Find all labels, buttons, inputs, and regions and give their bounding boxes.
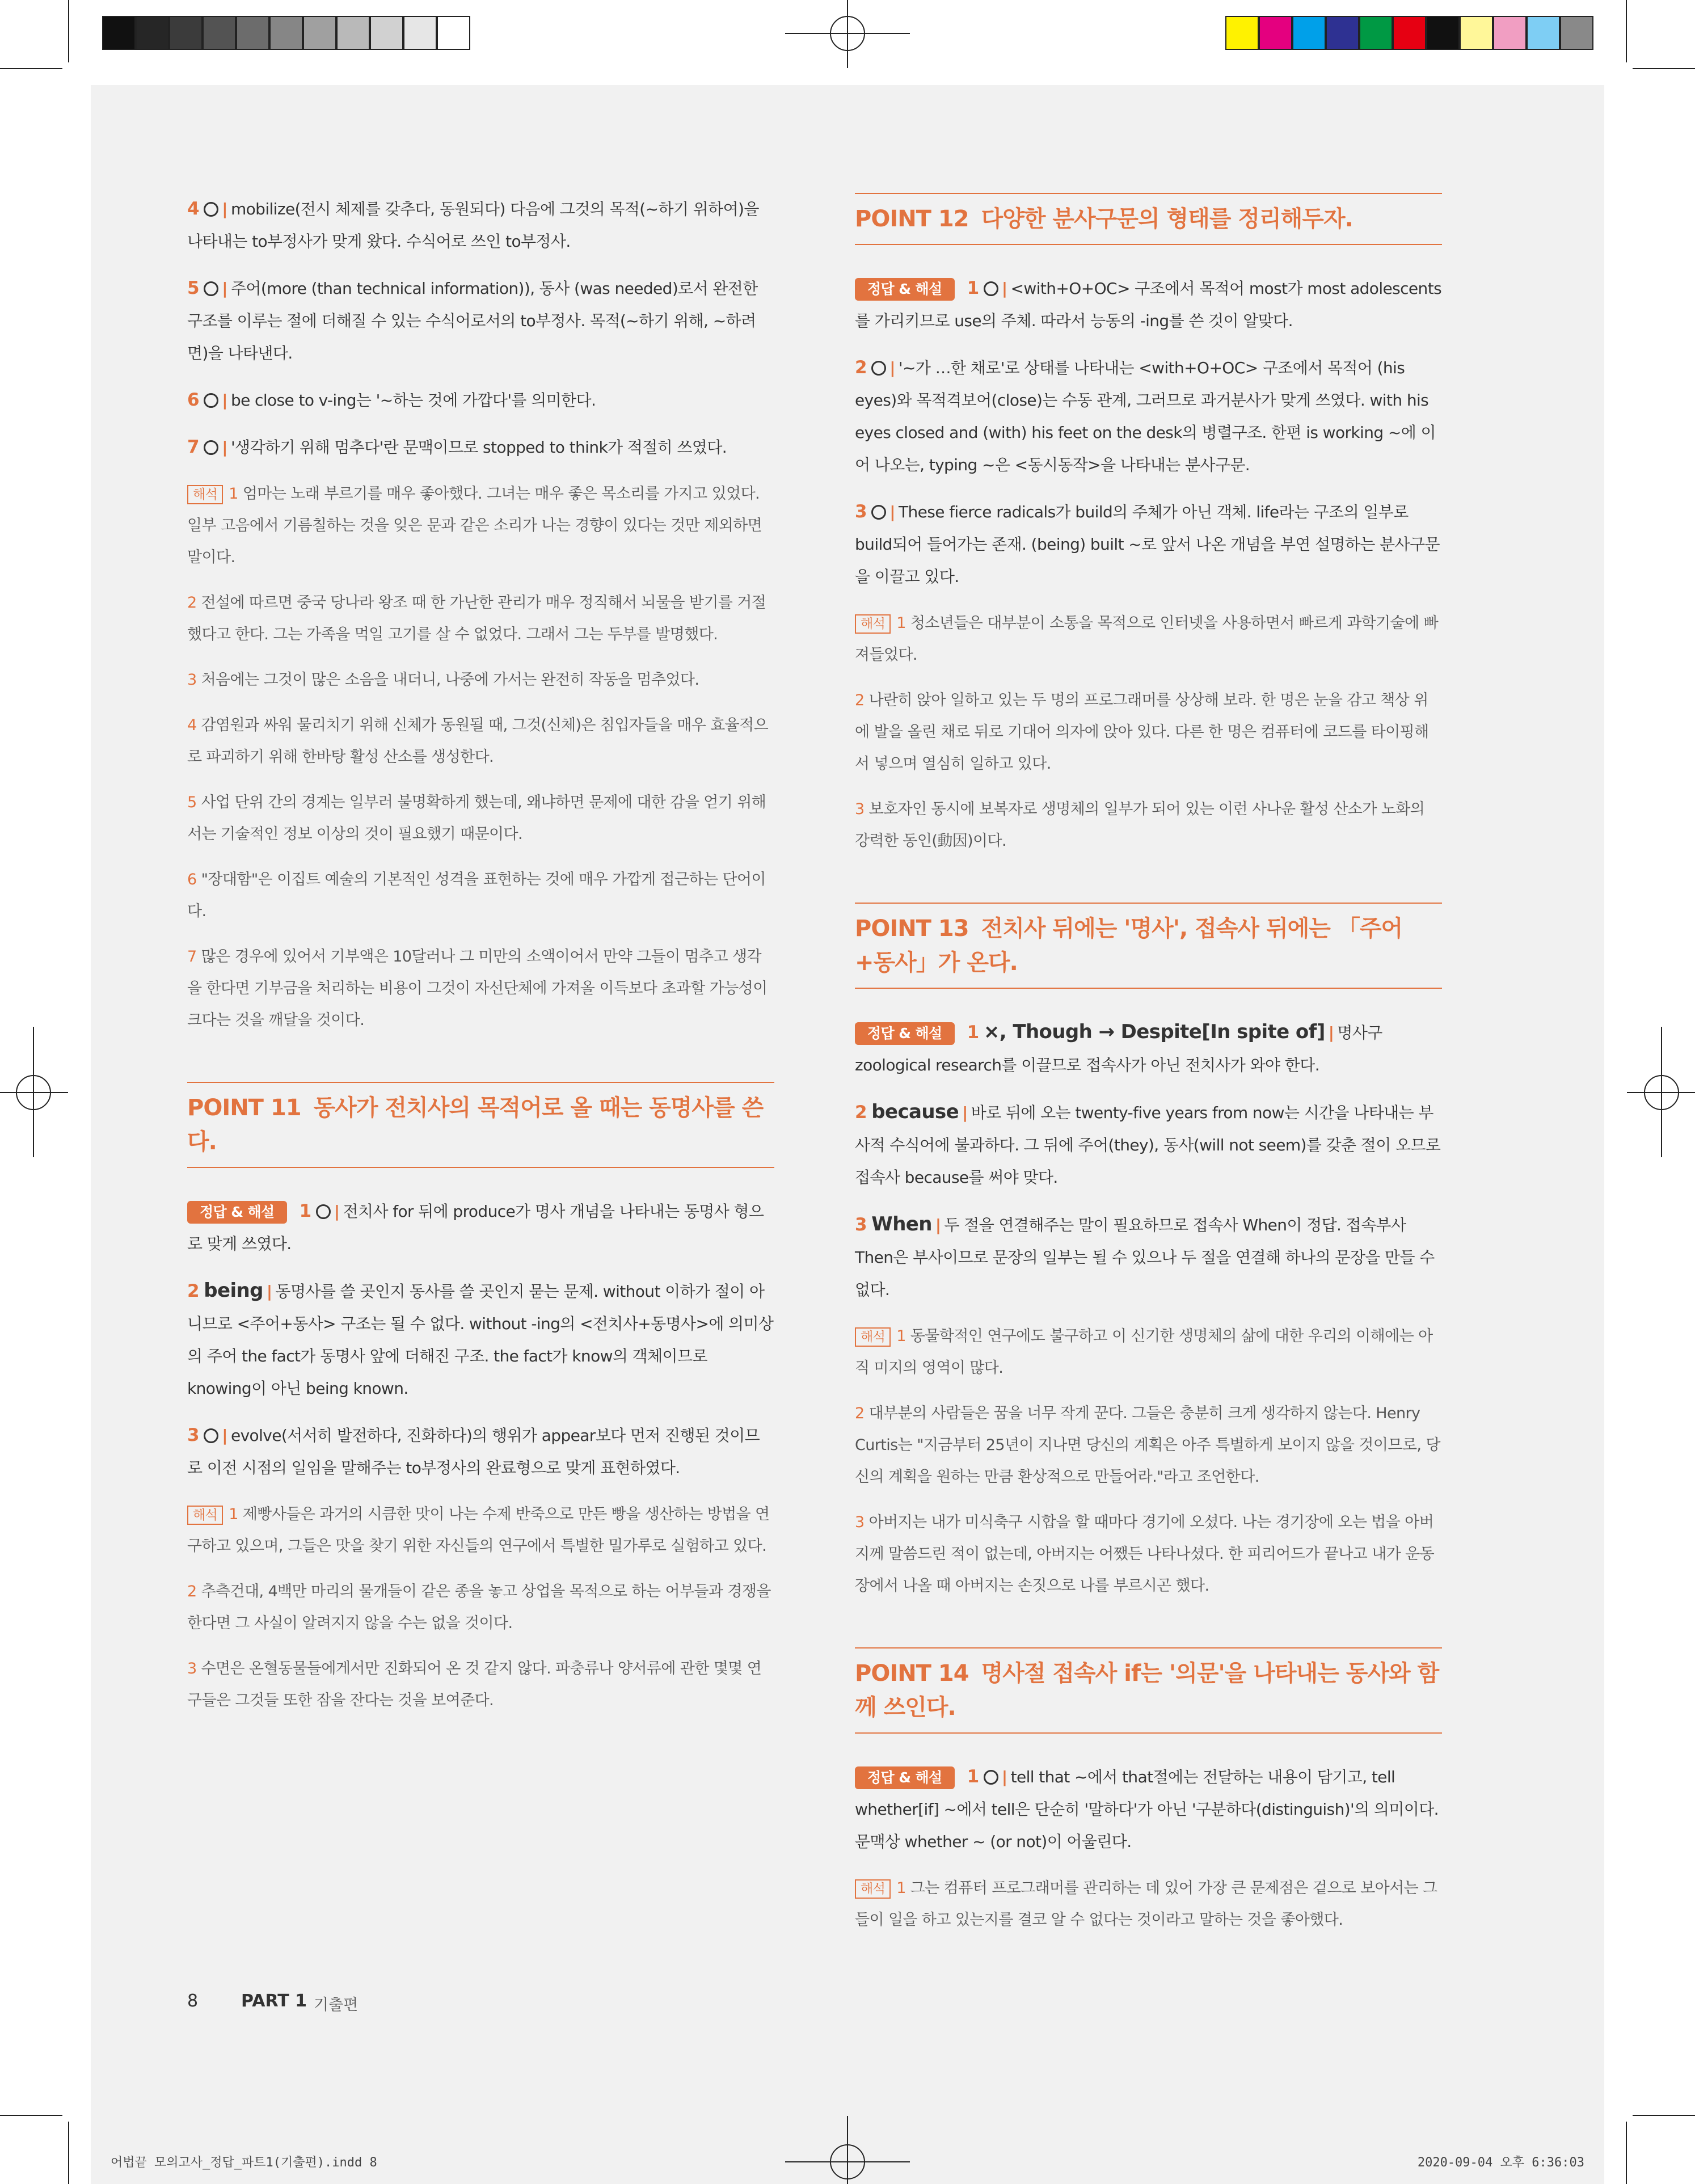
translation-item: 해석 1 제빵사들은 과거의 시큼한 맛이 나는 수제 반죽으로 만든 빵을 생산하는 방법을 연구하고 있으며, 그들은 맛을 찾기 위한 자신들의 연구에서 특별한 밀가루로 실험하고 있다. — [187, 1506, 770, 1555]
translation-item: 5 사업 단위 간의 경계는 일부러 불명확하게 했는데, 왜냐하면 문제에 대한 감을 얻기 위해서는 기술적인 정보 이상의 것이 필요했기 때문이다. — [187, 794, 766, 843]
translation-item: 2 추측건대, 4백만 마리의 물개들이 같은 종을 놓고 상업을 목적으로 하는 어부들과 경쟁을 한다면 그 사실이 알려지지 않을 수는 없을 것이다. — [187, 1583, 771, 1632]
answer-item: 3 | These fierce radicals가 build의 주체가 아닌 객체. life라는 구조의 일부로 build되어 들어가는 존재. (being) built ~로 앞서 나온 개념을 부연 설명하는 분사구문을 이끌고 있다. — [855, 501, 1440, 586]
translation-item: 해석 1 동물학적인 연구에도 불구하고 이 신기한 생명체의 삶에 대한 우리의 이해에는 아직 미지의 영역이 많다. — [855, 1327, 1433, 1377]
answer-item: 7 | '생각하기 위해 멈추다'란 문맥이므로 stopped to think가 적절히 쓰였다. — [187, 437, 727, 457]
translation-label: 해석 — [187, 485, 223, 504]
circle-mark-icon — [204, 281, 218, 296]
translation-item: 2 전설에 따르면 중국 당나라 왕조 때 한 가난한 관리가 매우 정직해서 뇌물을 받기를 거절했다고 한다. 그는 가족을 먹일 고기를 살 수 없었다. 그래서 그는 두부를 발명했다. — [187, 594, 766, 643]
slug-date: 2020-09-04 오후 6:36:03 — [1417, 2156, 1584, 2170]
translation-label: 해석 — [187, 1506, 223, 1525]
answer-item: 정답 & 해설 1 ×, Though → Despite[In spite of] | 명사구 zoological research를 이끌므로 접속사가 아닌 전치사가 와야 한다. — [855, 1021, 1382, 1074]
slug-filename: 어법끝 모의고사_정답_파트1(기출편).indd 8 — [111, 2156, 377, 2170]
answer-badge: 정답 & 해설 — [855, 1766, 955, 1789]
translation-item: 해석 1 청소년들은 대부분이 소통을 목적으로 인터넷을 사용하면서 빠르게 과학기술에 빠져들었다. — [855, 614, 1439, 664]
answer-badge: 정답 & 해설 — [187, 1201, 287, 1224]
answer-item: 2 being | 동명사를 쓸 곳인지 동사를 쓸 곳인지 묻는 문제. without 이하가 절이 아니므로 <주어+동사> 구조는 될 수 없다. without -ing의 <전치사+동명사>에 의미상의 주어 the fact가 동명사 앞에 더해진 구조. the fact가 know의 객체이므로 knowing이 아닌 being known. — [187, 1279, 774, 1398]
answer-item: 정답 & 해설 1 | <with+O+OC> 구조에서 목적어 most가 most adolescents를 가리키므로 use의 주체. 따라서 능동의 -ing를 쓴 것이 알맞다. — [855, 278, 1442, 330]
answer-item: 4 | mobilize(전시 체제를 갖추다, 동원되다) 다음에 그것의 목적(~하기 위하여)을 나타내는 to부정사가 맞게 왔다. 수식어로 쓰인 to부정사. — [187, 199, 759, 251]
circle-mark-icon — [871, 505, 886, 520]
answer-item: 3 When | 두 절을 연결해주는 말이 필요하므로 접속사 When이 정답. 접속부사 Then은 부사이므로 문장의 일부는 될 수 있으나 두 절을 연결해 하나의 문장을 만들 수 없다. — [855, 1213, 1435, 1299]
answer-item: 정답 & 해설 1 | tell that ~에서 that절에는 전달하는 내용이 담기고, tell whether[if] ~에서 tell은 단순히 '말하다'가 아닌 '구분하다(distinguish)'의 의미이다. 문맥상 whether ~ (or not)이 어울린다. — [855, 1766, 1439, 1851]
circle-mark-icon — [984, 1770, 998, 1785]
circle-mark-icon — [204, 393, 218, 408]
answer-badge: 정답 & 해설 — [855, 278, 955, 301]
answer-item: 3 | evolve(서서히 발전하다, 진화하다)의 행위가 appear보다 먼저 진행된 것이므로 이전 시점의 일임을 말해주는 to부정사의 완료형으로 맞게 표현하였다. — [187, 1425, 760, 1477]
translation-item: 4 감염원과 싸워 물리치기 위해 신체가 동원될 때, 그것(신체)은 침입자들을 매우 효율적으로 파괴하기 위해 한바탕 활성 산소를 생성한다. — [187, 716, 769, 766]
chapter-label: 기출편 — [314, 1996, 359, 2014]
answer-item: 5 | 주어(more (than technical information)), 동사 (was needed)로서 완전한 구조를 이루는 절에 더해질 수 있는 수식어로서의 to부정사. 목적(~하기 위해, ~하려면)을 나타낸다. — [187, 278, 758, 362]
part-label: PART 1 — [241, 1991, 307, 2011]
answer-item: 2 because | 바로 뒤에 오는 twenty-five years from now는 시간을 나타내는 부사적 수식어에 불과하다. 그 뒤에 주어(they), 동사(will not seem)를 갖춘 절이 오므로 접속사 because를 써야 맞다. — [855, 1101, 1441, 1187]
translation-item: 해석 1 그는 컴퓨터 프로그래머를 관리하는 데 있어 가장 큰 문제점은 겉으로 보아서는 그들이 일을 하고 있는지를 결코 알 수 없다는 것이라고 말하는 것을 좋아했다. — [855, 1879, 1437, 1929]
circle-mark-icon — [204, 1428, 218, 1443]
page-number: 8 — [187, 1991, 199, 2011]
circle-mark-icon — [204, 202, 218, 217]
circle-mark-icon — [204, 440, 218, 455]
translation-label: 해석 — [855, 1879, 891, 1899]
answer-item: 정답 & 해설 1 | 전치사 for 뒤에 produce가 명사 개념을 나타내는 동명사 형으로 맞게 쓰였다. — [187, 1201, 764, 1253]
point-14-heading: POINT 14 명사절 접속사 if는 '의문'을 나타내는 동사와 함께 쓰인다. — [855, 1647, 1442, 1734]
translation-item: 3 처음에는 그것이 많은 소음을 내더니, 나중에 가서는 완전히 작동을 멈추었다. — [187, 671, 699, 689]
answer-item: 2 | '~가 …한 채로'로 상태를 나타내는 <with+O+OC> 구조에서 목적어 (his eyes)와 목적격보어(close)는 수동 관계, 그러므로 과거분사가 맞게 쓰였다. with his eyes closed and (with) his feet on the desk의 병렬구조. 한편 is working ~에 이어 나오는, typing ~은 <동시동작>을 나타내는 분사구문. — [855, 357, 1436, 474]
answer-item: 6 | be close to v-ing는 '~하는 것에 가깝다'를 의미한다. — [187, 390, 596, 410]
point-11-heading: POINT 11 동사가 전치사의 목적어로 올 때는 동명사를 쓴다. — [187, 1082, 774, 1168]
left-column — [187, 193, 774, 1730]
translation-item: 해석 1 엄마는 노래 부르기를 매우 좋아했다. 그녀는 매우 좋은 목소리를 가지고 있었다. 일부 고음에서 기름칠하는 것을 잊은 문과 같은 소리가 나는 경향이 있다는 것만 제외하면 말이다. — [187, 485, 762, 566]
right-column — [855, 193, 1442, 1950]
translation-item: 2 대부분의 사람들은 꿈을 너무 작게 꾼다. 그들은 충분히 크게 생각하지 않는다. Henry Curtis는 "지금부터 25년이 지나면 당신의 계획은 아주 특별하게 보이지 않을 것이므로, 당신의 계획을 원하는 만큼 환상적으로 만들어라."라고 조언한다. — [855, 1405, 1440, 1486]
translation-item: 7 많은 경우에 있어서 기부액은 10달러나 그 미만의 소액이어서 만약 그들이 멈추고 생각을 한다면 기부금을 처리하는 비용이 그것이 자선단체에 가져올 이득보다 초과할 가능성이 크다는 것을 깨달을 것이다. — [187, 948, 768, 1029]
circle-mark-icon — [871, 361, 886, 376]
circle-mark-icon — [984, 281, 998, 296]
translation-item: 6 "장대함"은 이집트 예술의 기본적인 성격을 표현하는 것에 매우 가깝게 접근하는 단어이다. — [187, 871, 766, 920]
translation-item: 3 보호자인 동시에 보복자로 생명체의 일부가 되어 있는 이런 사나운 활성 산소가 노화의 강력한 동인(動因)이다. — [855, 800, 1425, 850]
circle-mark-icon — [316, 1204, 331, 1219]
answer-badge: 정답 & 해설 — [855, 1022, 955, 1045]
point-12-heading: POINT 12 다양한 분사구문의 형태를 정리해두자. — [855, 193, 1442, 245]
translation-item: 2 나란히 앉아 일하고 있는 두 명의 프로그래머를 상상해 보라. 한 명은 눈을 감고 책상 위에 발을 올린 채로 뒤로 기대어 의자에 앉아 있다. 다른 한 명은 컴퓨터에 코드를 타이핑해서 넣으며 열심히 일하고 있다. — [855, 692, 1429, 773]
translation-label: 해석 — [855, 614, 891, 634]
translation-item: 3 아버지는 내가 미식축구 시합을 할 때마다 경기에 오셨다. 나는 경기장에 오는 법을 아버지께 말씀드린 적이 없는데, 아버지는 어쨌든 나타나셨다. 한 피리어드가 끝나고 내가 운동장에서 나올 때 아버지는 손짓으로 나를 부르시곤 했다. — [855, 1513, 1435, 1595]
point-13-heading: POINT 13 전치사 뒤에는 '명사', 접속사 뒤에는 「주어+동사」가 온다. — [855, 903, 1442, 989]
translation-label: 해석 — [855, 1327, 891, 1347]
translation-item: 3 수면은 온혈동물들에게서만 진화되어 온 것 같지 않다. 파충류나 양서류에 관한 몇몇 연구들은 그것들 또한 잠을 잔다는 것을 보여준다. — [187, 1660, 762, 1709]
